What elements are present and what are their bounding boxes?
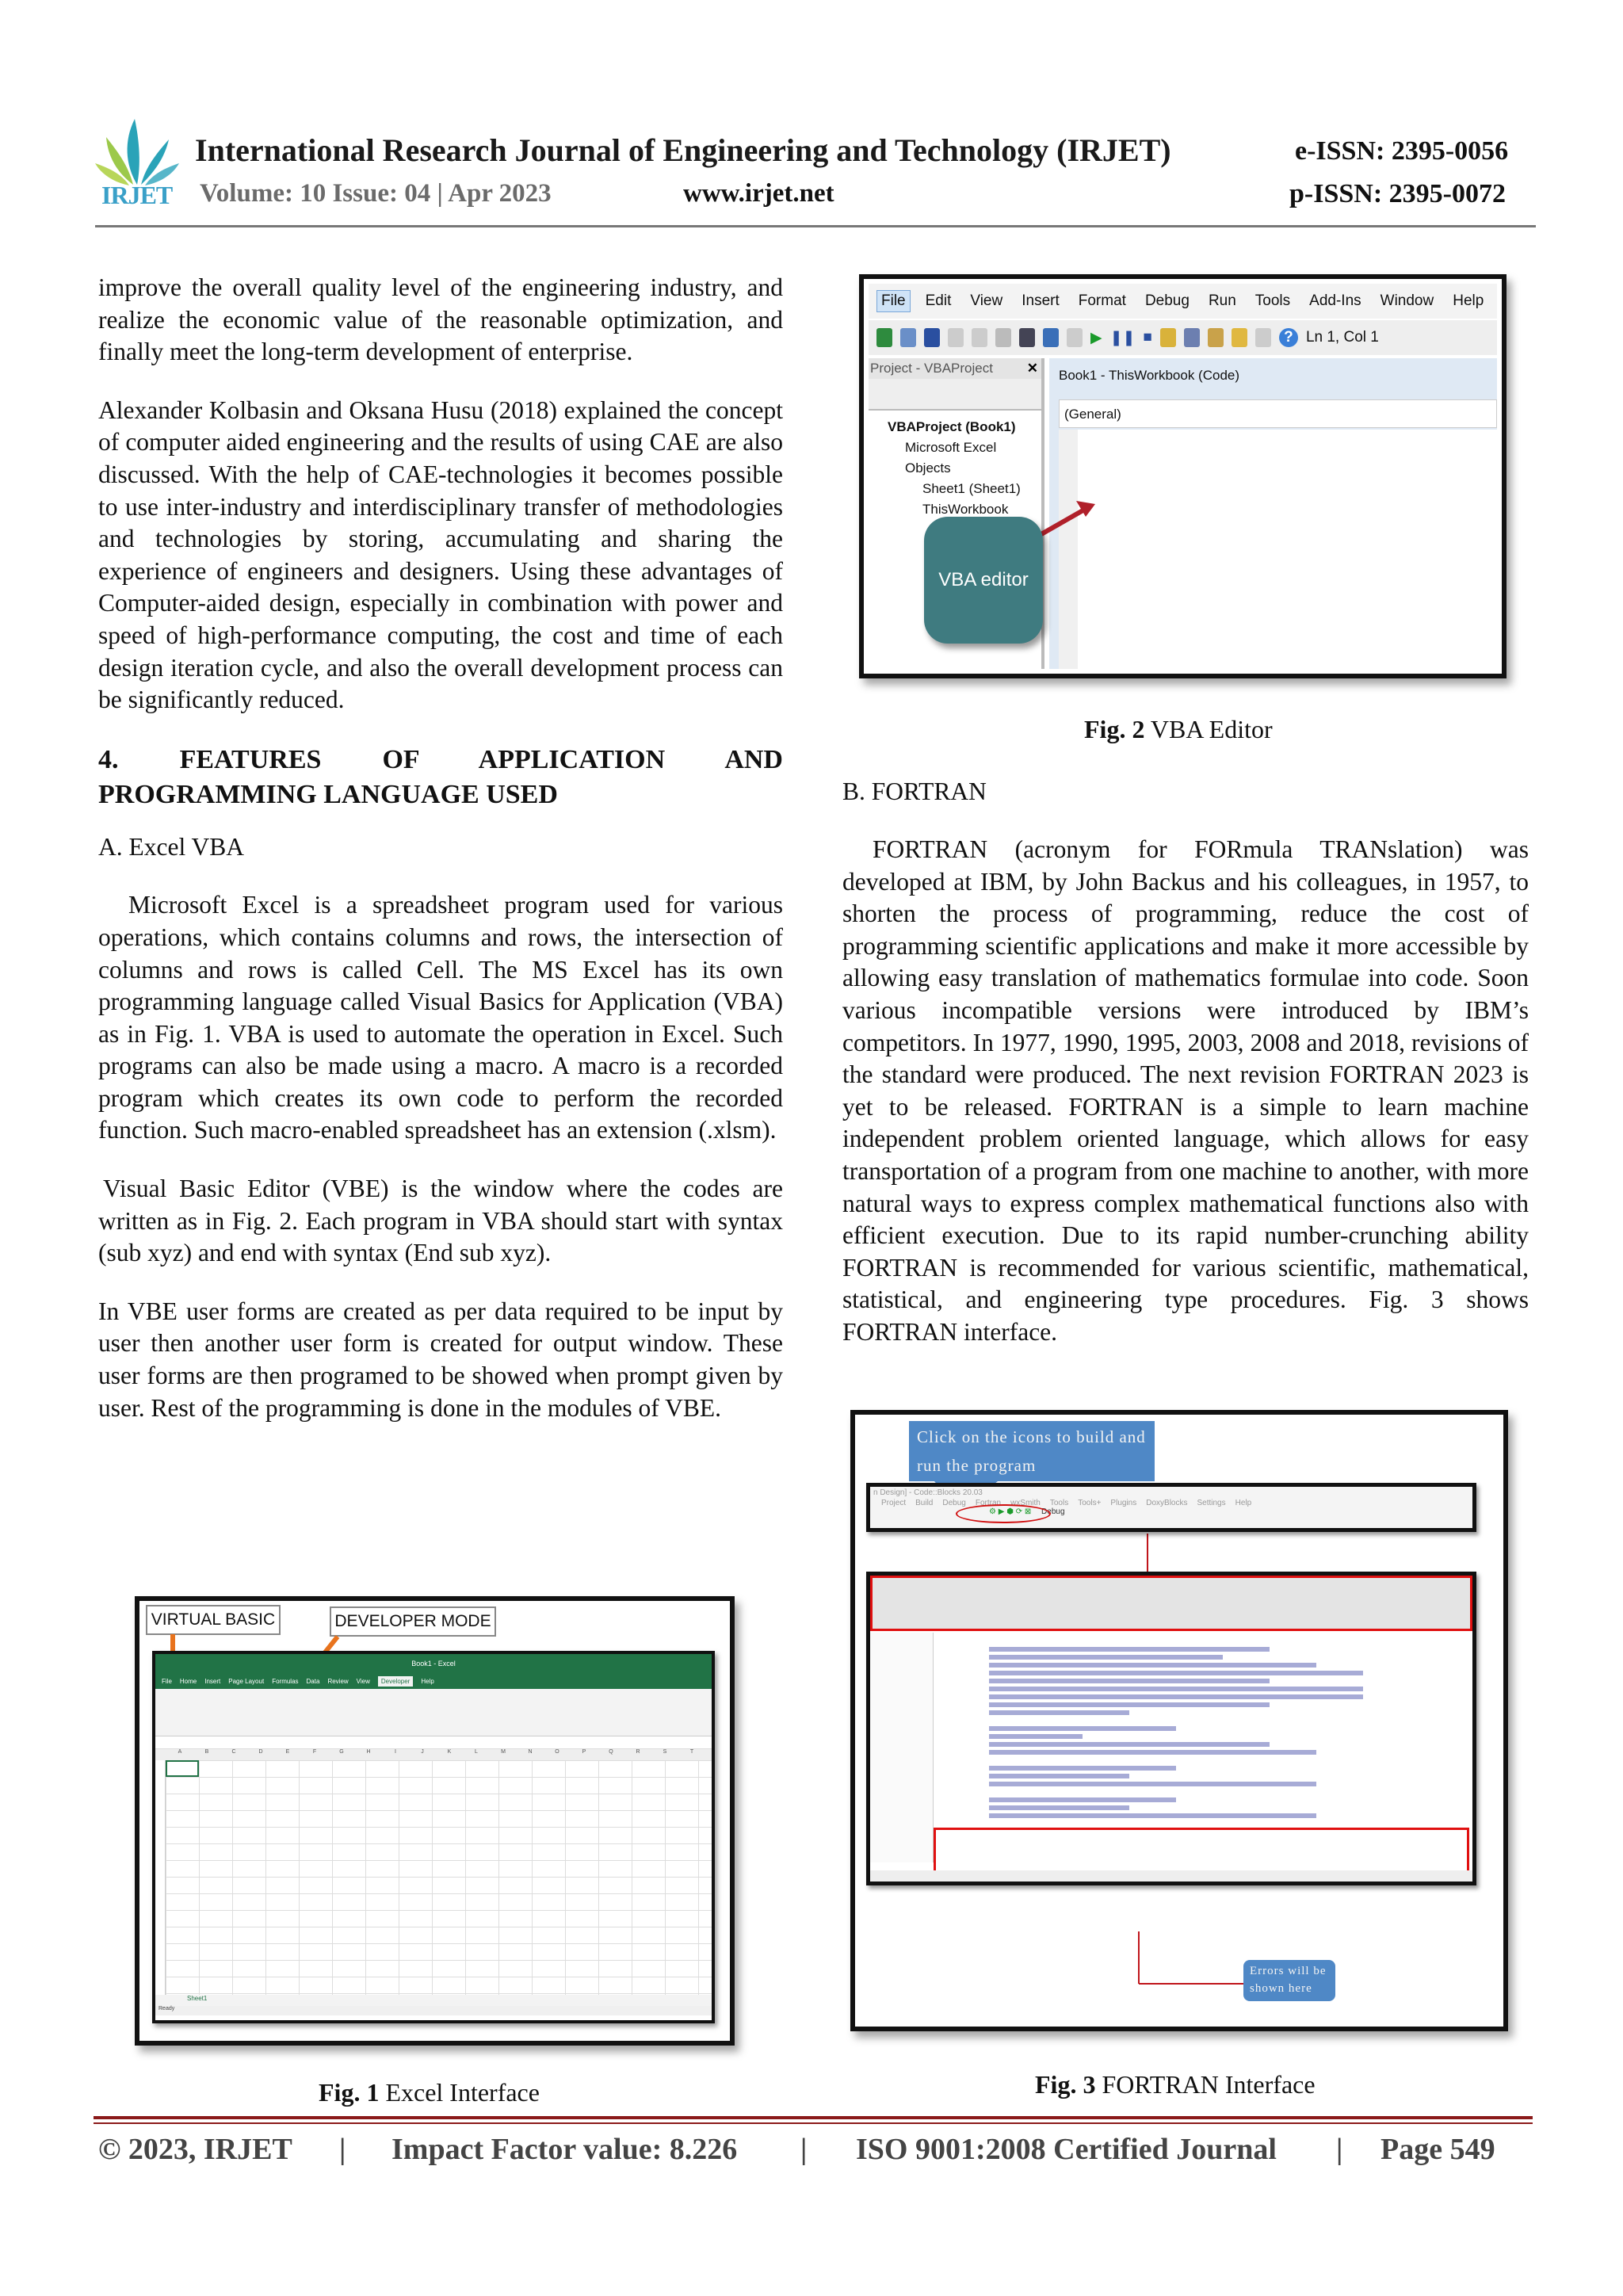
code-line: [989, 1805, 1129, 1810]
fig2-label: Fig. 2: [1084, 715, 1145, 743]
column-header[interactable]: O: [555, 1749, 559, 1755]
logo-text: IRJET: [101, 181, 173, 209]
codeblocks-menu: [870, 1499, 1472, 1507]
codeblocks-menu-item[interactable]: Help: [1235, 1499, 1252, 1507]
footer-separator: |: [1336, 2133, 1343, 2166]
code-line: [989, 1694, 1363, 1699]
codeblocks-window: [866, 1572, 1476, 1885]
help-icon[interactable]: ?: [1279, 328, 1298, 347]
fig2-caption-text: VBA Editor: [1150, 715, 1273, 743]
column-header[interactable]: N: [528, 1749, 533, 1755]
fig3-caption: [1035, 2070, 1316, 2099]
code-line: [989, 1766, 1176, 1771]
footer-page-number: Page 549: [1381, 2133, 1495, 2166]
footer-rule: [94, 2116, 1533, 2124]
tab-home[interactable]: Home: [179, 1677, 197, 1685]
tab-insert[interactable]: Insert: [204, 1677, 221, 1685]
column-header[interactable]: F: [312, 1749, 317, 1755]
column-header[interactable]: D: [258, 1749, 263, 1755]
figure-vba-editor: [859, 274, 1507, 678]
codeblocks-menu-item[interactable]: Fortran: [975, 1499, 1002, 1507]
code-line: [989, 1663, 1316, 1668]
fig3-label: Fig. 3: [1035, 2070, 1096, 2099]
menu-view[interactable]: View: [970, 292, 1003, 309]
column-header[interactable]: L: [475, 1749, 478, 1755]
code-line: [989, 1671, 1363, 1675]
code-line: [989, 1782, 1316, 1786]
sheet-tab[interactable]: Sheet1: [155, 1995, 712, 2006]
paragraph: In VBE user forms are created as per data required to be input by user then another user form is created for output window. These user forms are then programed to be showed when prompt given by user. Rest of the programming is done in the modules of VBE.: [98, 1297, 783, 1422]
codeblocks-menu-item[interactable]: Debug: [942, 1499, 966, 1507]
paragraph: Microsoft Excel is a spreadsheet program used for various operations, which contains columns and rows, the intersection of columns and rows is called Cell. The MS Excel has its own programming language called Visual Basics for Application (VBA) as in Fig. 1. VBA is used to automate the operation in Excel. Such programs can also be made using a macro. A macro is a recorded program which creates its own code to perform the recorded function. Such macro-enabled spreadsheet has an extension (.xlsm).: [98, 891, 783, 1144]
menu-add-ins[interactable]: Add-Ins: [1309, 292, 1361, 309]
tab-formulas[interactable]: Formulas: [272, 1677, 299, 1685]
build-target-select[interactable]: Debug: [1041, 1507, 1065, 1516]
column-header[interactable]: A: [178, 1749, 182, 1755]
menu-insert[interactable]: Insert: [1022, 292, 1060, 309]
build-run-icon[interactable]: ⚙ ▶ ⬢ ⟳ ⊠: [989, 1507, 1032, 1516]
menu-edit[interactable]: Edit: [925, 292, 952, 309]
stop-icon[interactable]: ■: [1143, 329, 1152, 346]
excel-ribbon-tabs: [155, 1673, 712, 1689]
subheading-fortran: B. FORTRAN: [842, 777, 987, 805]
highlight-circle: [956, 1504, 1051, 1523]
fig2-caption: [1084, 715, 1273, 744]
status-bar: Ready: [155, 2006, 712, 2015]
e-issn: e-ISSN: 2395-0056: [1295, 136, 1509, 166]
menu-window[interactable]: Window: [1380, 292, 1434, 309]
footer-separator: |: [339, 2133, 346, 2166]
close-icon[interactable]: ✕: [1026, 361, 1038, 376]
formula-bar[interactable]: [155, 1736, 712, 1749]
excel-ribbon: [155, 1689, 712, 1736]
menu-file[interactable]: File: [876, 290, 911, 312]
p-issn: p-ISSN: 2395-0072: [1289, 179, 1506, 208]
codeblocks-menu-item[interactable]: Build: [915, 1499, 934, 1507]
fig1-caption: [319, 2078, 540, 2107]
footer-iso: ISO 9001:2008 Certified Journal: [856, 2133, 1277, 2166]
column-header[interactable]: M: [501, 1749, 506, 1755]
fig3-caption-text: FORTRAN Interface: [1102, 2070, 1316, 2099]
column-header[interactable]: R: [636, 1749, 640, 1755]
codeblocks-menu-item[interactable]: DoxyBlocks: [1146, 1499, 1188, 1507]
column-header[interactable]: S: [663, 1749, 667, 1755]
column-header[interactable]: P: [582, 1749, 586, 1755]
excel-window: [152, 1651, 715, 2023]
menu-run[interactable]: Run: [1208, 292, 1236, 309]
tree-item-thisworkbook[interactable]: ThisWorkbook: [922, 502, 1009, 517]
code-line: [989, 1687, 1363, 1691]
column-header[interactable]: I: [395, 1749, 396, 1755]
status-bar: [870, 1870, 1472, 1881]
codeblocks-title: n Design] - Code::Blocks 20.03: [873, 1488, 983, 1497]
website-link[interactable]: www.irjet.net: [683, 179, 834, 208]
management-panel: [870, 1633, 934, 1862]
tab-developer[interactable]: Developer: [378, 1676, 413, 1687]
codeblocks-menu-item[interactable]: Settings: [1197, 1499, 1226, 1507]
codeblocks-menu-item[interactable]: Plugins: [1110, 1499, 1137, 1507]
code-line: [989, 1726, 1176, 1731]
tab-data[interactable]: Data: [306, 1677, 320, 1685]
code-line: [989, 1710, 1129, 1715]
code-line: [989, 1750, 1316, 1755]
code-editor[interactable]: [941, 1644, 1457, 1826]
menu-debug[interactable]: Debug: [1144, 292, 1190, 309]
pause-icon[interactable]: ❚❚: [1109, 329, 1136, 346]
fig1-label: Fig. 1: [319, 2078, 380, 2107]
project-title: Project - VBAProject: [870, 361, 993, 376]
section-heading: 4. FEATURES OF APPLICATION AND PROGRAMMING LANGUAGE USED: [98, 744, 783, 809]
column-header[interactable]: B: [204, 1749, 209, 1755]
code-line: [989, 1797, 1176, 1802]
code-line: [989, 1813, 1316, 1818]
paragraph: Alexander Kolbasin and Oksana Husu (2018) explained the concept of computer aided engineering and the results of using CAE are also discussed. With the help of CAE-technologies it becomes possible to use inter-industry and interdisciplinary transfer of methodologies and technologies by storing, accumulating and sharing the experience of engineers and designers. Using these advantages of Computer-aided design, especially in combination with power and speed of high-performance computing, the cost and time of each design iteration cycle, and also the overall development process can be significantly reduced.: [98, 395, 783, 714]
paragraph: improve the overall quality level of the engineering industry, and realize the economic value of the reasonable optimization, and finally meet the long-term development of enterprise.: [98, 273, 783, 366]
header-rule: [95, 225, 1536, 227]
column-header[interactable]: K: [447, 1749, 452, 1755]
journal-title: International Research Journal of Engineering and Technology (IRJET): [195, 132, 1171, 168]
tree-item-sheet1[interactable]: Sheet1 (Sheet1): [922, 481, 1021, 496]
menu-tools[interactable]: Tools: [1254, 292, 1291, 309]
toolbar-highlight: [870, 1576, 1472, 1631]
callout-virtual-basic: VIRTUAL BASIC: [146, 1605, 281, 1635]
column-header[interactable]: H: [366, 1749, 371, 1755]
footer-separator: |: [800, 2133, 808, 2166]
excel-title-bar: Book1 - Excel: [155, 1654, 712, 1673]
codeblocks-menu-item[interactable]: wxSmith: [1010, 1499, 1041, 1507]
footer-impact-factor: Impact Factor value: 8.226: [391, 2133, 738, 2166]
codeblocks-menu-item[interactable]: Tools+: [1078, 1499, 1102, 1507]
callout-developer-mode: DEVELOPER MODE: [330, 1606, 496, 1637]
column-header[interactable]: E: [285, 1749, 290, 1755]
code-line: [989, 1774, 1129, 1778]
column-header[interactable]: Q: [609, 1749, 613, 1755]
object-dropdown[interactable]: (General): [1059, 399, 1497, 428]
menu-format[interactable]: Format: [1078, 292, 1126, 309]
codeblocks-toolbar-zoom: [866, 1483, 1476, 1532]
code-line: [989, 1679, 1270, 1683]
tab-page-layout[interactable]: Page Layout: [228, 1677, 265, 1685]
figure-excel-interface: [135, 1596, 735, 2046]
column-header[interactable]: G: [339, 1749, 344, 1755]
build-log-panel: [934, 1828, 1469, 1874]
code-line: [989, 1742, 1270, 1747]
codeblocks-toolbar: [870, 1507, 1472, 1523]
tree-item-excel-objects[interactable]: Microsoft Excel Objects: [905, 440, 997, 476]
fig1-caption-text: Excel Interface: [385, 2078, 540, 2107]
tab-review[interactable]: Review: [327, 1677, 349, 1685]
column-headers: [155, 1749, 712, 1760]
code-line: [989, 1734, 1083, 1739]
paragraph: FORTRAN (acronym for FORmula TRANslation) was developed at IBM, by John Backus and his colleagues, in 1957, to shorten the process of programming, reduce the cost of programming scientific applications and make it more accessible by allowing easy translation of mathematics formulae into code. Soon various incompatible versions were introduced by IBM’s competitors. In 1977, 1990, 1995, 2003, 2008 and 2018, revisions of the standard were produced. The next revision FORTRAN 2023 is yet to be released. FORTRAN is a simple to learn machine independent problem oriented language, which allows for easy transportation of a program from one machine to another, with more natural ways to express complex mathematical functions also with efficient execution. Due to its rapid number-crunching ability FORTRAN is recommended for various scientific, mathematical, statistical, and engineering type procedures. Fig. 3 shows FORTRAN interface.: [842, 835, 1529, 1346]
column-header[interactable]: T: [689, 1749, 694, 1755]
vba-editor-bubble: VBA editor: [924, 517, 1043, 644]
footer-copyright: © 2023, IRJET: [98, 2133, 292, 2166]
tab-file[interactable]: File: [162, 1677, 172, 1685]
column-header[interactable]: C: [231, 1749, 236, 1755]
code-line: [989, 1655, 1223, 1660]
codeblocks-menu-item[interactable]: Project: [881, 1499, 907, 1507]
column-header[interactable]: J: [421, 1749, 424, 1755]
left-column: [98, 272, 783, 1450]
callout-errors: Errors will be shown here: [1243, 1960, 1335, 2001]
code-line: [989, 1647, 1270, 1652]
tab-help[interactable]: Help: [421, 1677, 434, 1685]
figure-fortran-interface: [850, 1410, 1508, 2031]
tree-item-vbaproject[interactable]: VBAProject (Book1): [888, 419, 1016, 434]
codeblocks-menu-item[interactable]: Tools: [1049, 1499, 1069, 1507]
volume-issue: Volume: 10 Issue: 04 | Apr 2023: [200, 179, 552, 208]
menu-help[interactable]: Help: [1453, 292, 1484, 309]
worksheet-grid[interactable]: [165, 1760, 712, 1995]
cursor-position: Ln 1, Col 1: [1305, 329, 1379, 346]
run-icon[interactable]: ▶: [1090, 329, 1102, 346]
callout-build-run: Click on the icons to build and run the program: [909, 1421, 1155, 1481]
code-window-title: Book1 - ThisWorkbook (Code): [1059, 368, 1240, 383]
right-column: [842, 834, 1529, 1375]
code-line: [989, 1702, 1270, 1707]
paragraph: Visual Basic Editor (VBE) is the window where the codes are written as in Fig. 2. Each program in VBA should start with syntax (sub xyz) and end with syntax (End sub xyz).: [98, 1175, 783, 1267]
tab-view[interactable]: View: [356, 1677, 370, 1685]
subheading-excel-vba: A. Excel VBA: [98, 832, 245, 861]
selected-cell: [166, 1760, 199, 1777]
